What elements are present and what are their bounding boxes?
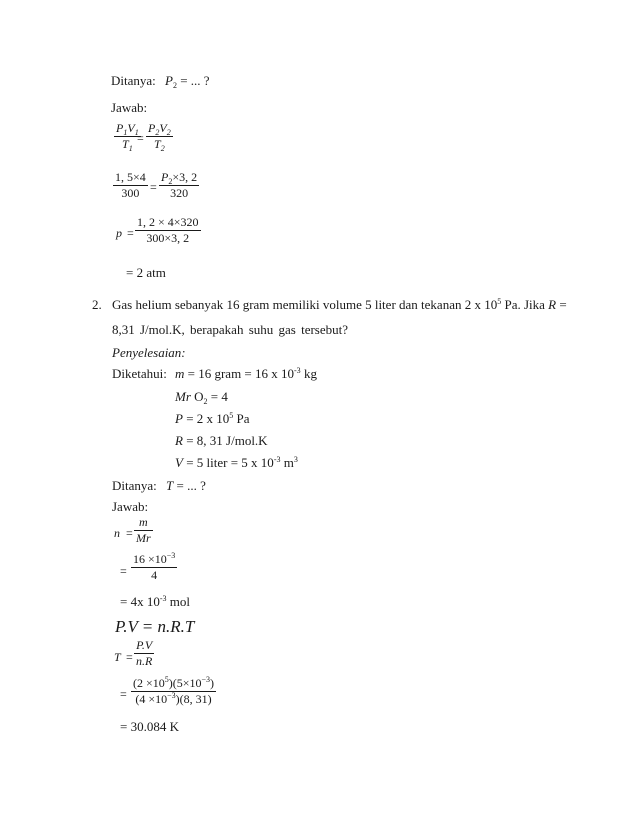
known-r-text: = 8, 31 J/mol.K [182,433,268,448]
known-m-text: = 16 gram = 16 x 10 [184,366,295,381]
line1-var: R [548,297,557,312]
item-number-2: 2. [92,297,102,312]
known-m-var: m [175,366,185,381]
var-p: P [165,73,173,88]
rd1: T [154,137,161,151]
eq2-lnum: 1, 5×4 [115,170,146,184]
eq3-num: 1, 2 × 4×320 [137,215,199,229]
known-p-var: P [175,411,183,426]
ditanya2-label: Ditanya: [112,478,157,493]
eq3-den: 300×3, 2 [146,231,190,245]
t-step-num-a: (2 ×10 [133,676,165,690]
eq2-lden: 300 [121,186,140,200]
eq3-var: p [116,226,122,240]
eq2-left-fraction [113,170,148,201]
n-step-fraction [131,552,177,583]
problem-line-1 [112,297,566,313]
ditanya-rest: = ... ? [180,73,210,88]
d1s: 1 [128,144,133,153]
t-step-den-a: (4 ×10 [135,692,168,706]
n-eq-num: m [134,515,153,531]
known-p-text: = 2 x 10 [182,411,230,426]
t-step-num-b-sup: −3 [201,675,211,684]
eq2-right-fraction [159,170,199,201]
jawab-label-2: Jawab: [112,499,149,514]
jawab-label-1: Jawab: [111,100,148,115]
t-step-equals: = [120,687,127,701]
eq1-equals: = [137,131,144,145]
rn2: V [159,121,167,135]
known-mr [175,389,228,405]
ditanya2-rest: = ... ? [176,478,206,493]
ditanya-label: Ditanya: [111,73,156,88]
known-m-end: kg [300,366,317,381]
known-p [175,411,250,427]
known-v-end: m [280,455,294,470]
rn1s: 2 [155,128,160,137]
t-step-den-a-sup: −3 [167,691,176,700]
known-v [175,455,298,471]
n-eq-equals: = [126,526,133,540]
eq2-equals: = [150,180,157,194]
known-r [175,433,268,449]
t-step-num-c: ) [210,676,215,690]
n-eq-fraction [134,515,153,546]
eq2-rsub: 2 [168,177,173,186]
eq1-right-fraction [146,121,173,152]
known-v-text: = 5 liter = 5 x 10 [182,455,274,470]
known-m-sup: -3 [294,366,301,375]
eq2-rrest: ×3, 2 [172,170,198,184]
n-step-equals: = [120,564,127,578]
t-eq-fraction [134,638,154,669]
n1s: 1 [123,128,128,137]
known-mr-end: = 4 [207,389,228,404]
ditanya2-var: T [166,478,174,493]
n2: V [127,121,135,135]
n-result-sup: -3 [159,594,167,603]
known-m [175,366,317,382]
known-r-var: R [175,433,183,448]
eq2-rden: 320 [170,186,189,200]
n-result-text: = 4x 10 [120,594,160,609]
t-step-den-b: )(8, 31) [175,692,212,706]
rn2s: 2 [166,128,171,137]
d1: T [122,137,129,151]
n-step-sup: −3 [166,551,176,560]
diketahui-label: Diketahui: [112,366,167,381]
known-v-sup: -3 [273,455,281,464]
t-eq-equals: = [126,650,133,664]
known-p-sup: 5 [229,411,234,420]
rn1: P [148,121,156,135]
n-eq-den: Mr [136,531,151,545]
t-step-num-b: )(5×10 [168,676,202,690]
line1-text: Gas helium sebanyak 16 gram memiliki volume 5 liter dan tekanan 2 x 10 [112,297,498,312]
known-p-end: Pa [233,411,250,426]
eq2-rvar: P [161,170,169,184]
ditanya-line-2 [112,478,206,494]
line1-eq: = [559,297,567,312]
problem-line-2: 8,31 J/mol.K, berapakah suhu gas tersebut? [112,322,349,337]
known-v-var: V [175,455,183,470]
result-1: = 2 atm [126,265,166,280]
ditanya-line-1 [111,73,210,89]
known-mr-sub: 2 [203,397,208,406]
known-mr-var: Mr [175,389,191,404]
t-step-fraction [131,676,216,707]
t-step-num-a-sup: 5 [164,675,169,684]
n-eq-var: n [114,526,120,540]
n-result-end: mol [166,594,190,609]
t-eq-den: n.R [136,654,153,668]
sub-2: 2 [172,81,177,90]
t-eq-var: T [114,650,121,664]
known-v-sup2: 3 [293,455,298,464]
eq3-fraction [135,215,201,246]
t-result: = 30.084 K [120,719,179,734]
gas-law: P.V = n.R.T [115,617,195,636]
t-eq-num: P.V [134,638,154,654]
rd1s: 2 [160,144,165,153]
n2s: 1 [134,128,139,137]
line1-end: Pa. Jika [501,297,545,312]
penyelesaian-label: Penyelesaian: [112,345,186,360]
eq3-equals: = [127,226,134,240]
n1: P [116,121,124,135]
n-result [120,594,190,610]
line1-sup: 5 [497,297,502,306]
known-mr-text: O [190,389,204,404]
n-step-num: 16 ×10 [133,552,167,566]
n-step-den: 4 [151,568,158,582]
